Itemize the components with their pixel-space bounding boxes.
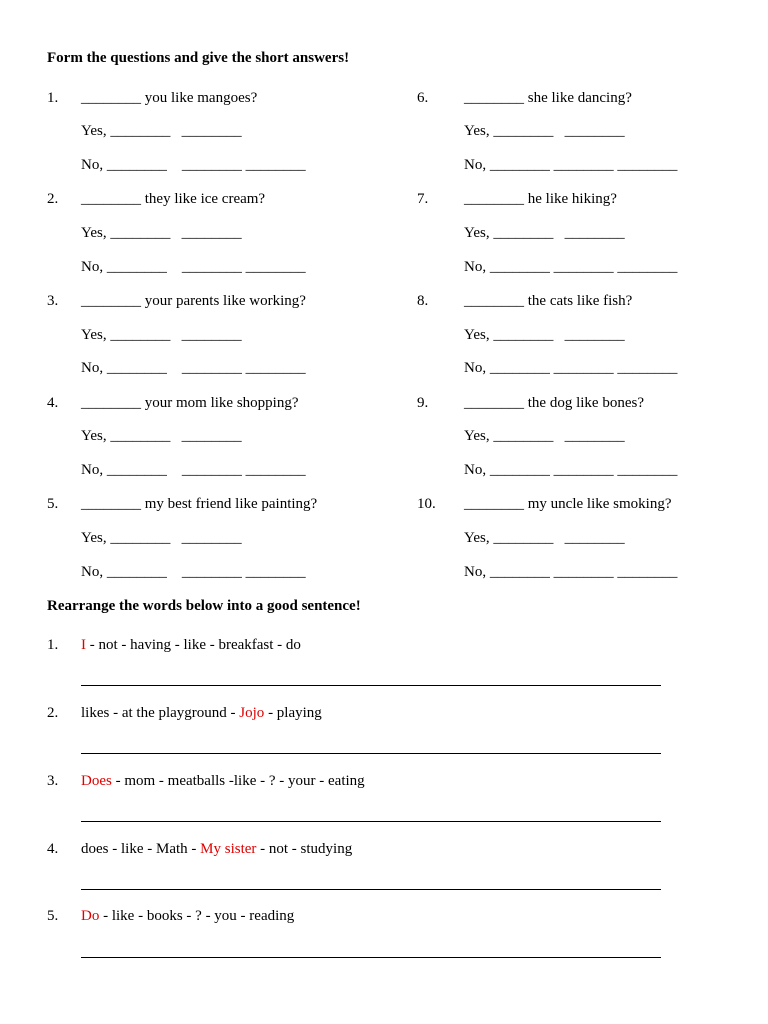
question-number: 10.: [417, 496, 436, 512]
answer-yes: Yes, ________ ________: [81, 327, 242, 343]
answer-yes: Yes, ________ ________: [81, 530, 242, 546]
words-highlight: I: [81, 637, 86, 653]
question-text: ________ the dog like bones?: [464, 395, 644, 411]
answer-yes: Yes, ________ ________: [464, 327, 625, 343]
words-pre: likes - at the playground -: [81, 705, 240, 721]
words-post: - like - books - ? - you - reading: [99, 908, 295, 924]
question-text: ________ your mom like shopping?: [81, 395, 299, 411]
rearrange-words: [81, 705, 322, 722]
answer-no: No, ________ ________ ________: [464, 462, 678, 478]
answer-yes: Yes, ________ ________: [81, 428, 242, 444]
question-number: 4.: [47, 395, 59, 411]
answer-yes: Yes, ________ ________: [464, 530, 625, 546]
question-text: ________ you like mangoes?: [81, 90, 258, 106]
answer-line: [81, 957, 661, 958]
words-highlight: Does: [81, 773, 112, 789]
rearrange-number: 3.: [47, 773, 59, 789]
section1-title: Form the questions and give the short answers!: [47, 50, 350, 66]
rearrange-number: 2.: [47, 705, 59, 721]
question-number: 5.: [47, 496, 59, 512]
rearrange-words: [81, 637, 301, 654]
question-number: 2.: [47, 191, 59, 207]
answer-yes: Yes, ________ ________: [464, 428, 625, 444]
answer-no: No, ________ ________ ________: [464, 360, 678, 376]
question-text: ________ your parents like working?: [81, 293, 306, 309]
answer-yes: Yes, ________ ________: [81, 123, 242, 139]
answer-no: No, ________ ________ ________: [81, 157, 306, 173]
question-number: 3.: [47, 293, 59, 309]
answer-no: No, ________ ________ ________: [464, 259, 678, 275]
answer-no: No, ________ ________ ________: [464, 157, 678, 173]
answer-yes: Yes, ________ ________: [464, 225, 625, 241]
rearrange-words: [81, 773, 365, 790]
answer-yes: Yes, ________ ________: [464, 123, 625, 139]
words-highlight: Jojo: [239, 705, 265, 721]
answer-yes: Yes, ________ ________: [81, 225, 242, 241]
words-highlight: Do: [81, 908, 100, 924]
words-post: - mom - meatballs -like - ? - your - eating: [111, 773, 365, 789]
rearrange-number: 1.: [47, 637, 59, 653]
question-text: ________ the cats like fish?: [464, 293, 633, 309]
rearrange-words: [81, 908, 294, 925]
section2-title: Rearrange the words below into a good sentence!: [47, 598, 361, 614]
rearrange-number: 5.: [47, 908, 59, 924]
answer-no: No, ________ ________ ________: [81, 360, 306, 376]
rearrange-number: 4.: [47, 841, 59, 857]
question-number: 6.: [417, 90, 429, 106]
answer-line: [81, 889, 661, 890]
question-number: 9.: [417, 395, 429, 411]
rearrange-words: [81, 841, 352, 858]
question-number: 7.: [417, 191, 429, 207]
answer-line: [81, 685, 661, 686]
question-text: ________ he like hiking?: [464, 191, 617, 207]
answer-no: No, ________ ________ ________: [81, 259, 306, 275]
words-post: - not - studying: [256, 841, 353, 857]
words-post: - playing: [264, 705, 322, 721]
question-text: ________ my uncle like smoking?: [464, 496, 672, 512]
answer-line: [81, 753, 661, 754]
words-post: - not - having - like - breakfast - do: [86, 637, 301, 653]
answer-line: [81, 821, 661, 822]
question-number: 8.: [417, 293, 429, 309]
words-pre: does - like - Math -: [81, 841, 201, 857]
question-text: ________ my best friend like painting?: [81, 496, 318, 512]
answer-no: No, ________ ________ ________: [81, 462, 306, 478]
answer-no: No, ________ ________ ________: [81, 564, 306, 580]
answer-no: No, ________ ________ ________: [464, 564, 678, 580]
question-text: ________ she like dancing?: [464, 90, 632, 106]
question-number: 1.: [47, 90, 59, 106]
words-highlight: My sister: [200, 841, 257, 857]
question-text: ________ they like ice cream?: [81, 191, 266, 207]
